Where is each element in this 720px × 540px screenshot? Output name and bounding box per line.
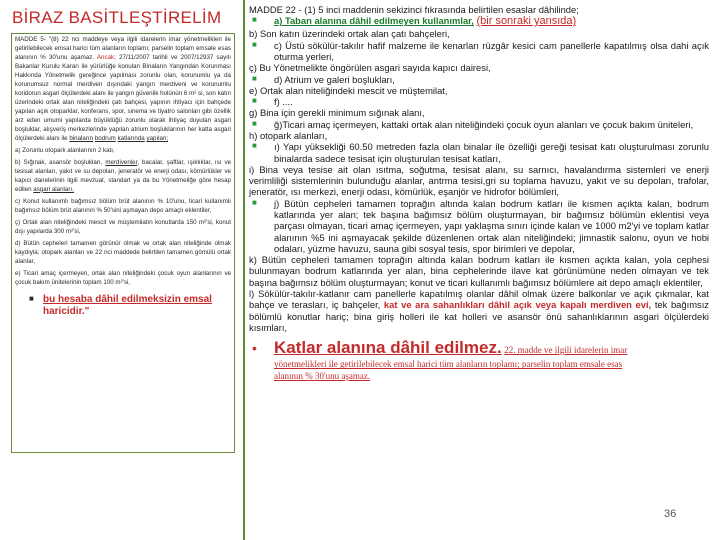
left-text-box [11,33,235,453]
conclusion-heading: Katlar alanına dâhil edilmez. [274,338,502,358]
item-d: d) Bütün cepheleri tamamen görünür olmak ve ortak alan niteliğinde olmak kaydıyla; otopark alanları ve 22 nci maddede belirtilen tamamen gömülü ortak alanlar, [15,239,231,265]
bullet-icon: ■ [252,96,257,106]
right-column [249,4,709,382]
item-h: h) otopark alanları, [249,130,328,141]
left-conclusion-bullet [15,294,231,318]
item-c: c) Konut kullanımlı bağımsız bölüm brüt alanının % 10'unu, ticari kullanımlı bağımsız bölüm brüt alanının % 50'sini aşmayan depo amaçlı eklentiler, [15,197,231,214]
bullet-icon: ■ [29,293,34,303]
item-j-bullet: ■ j) Bütün cepheleri tamamen toprağın altında kalan bodrum katları ile kısmen açıkta kalan, bodrum katlarında yer alan; tek başına bağımsız bölüm oluşturmayan, bir bağımsız bölümün eklentisi veya parçası olmayan, ticari amaç içermeyen, yapı yaklaşma sınırı içinde kalan ve 1000 m2'yi ve toplam katlar alanının %5 ini aşmayacak şekilde düzenlenen ortak alan niteliğindeki; jimnastik salonu, oyun ve hobi odaları, yüzme havuzu, sauna gibi sosyal tesis, spor birimleri ve depolar, [249,198,709,254]
item-l: l) Sökülür-takılır-katlanır cam panellerle kapatılmış olanlar dâhil olmak üzere balkonlar ve açık çıkmalar, kat bahçe ve terasları, iç bahçeler, kat ve ara sahanlıkları dâhil açık veya kapalı merdiven evi, tek bağımsız bölümlü konutlar hariç; bina giriş holleri ile kat holleri ve asansör önü sahanlıklarının asgari ölçülerdeki kısımları, [249,287,709,333]
bullet-icon: ■ [252,141,257,151]
conclusion-bullet: • Katlar alanına dâhil edilmez. 22. madde ve ilgili idarelerin imar yönetmelikleri ile getirilebilecek emsal harici tüm alanların toplamı; parselin toplam emsale esas alanının % 30'unu aşamaz. [249,338,709,382]
bullet-icon: ■ [252,118,257,128]
bullet-icon: ■ [252,197,257,207]
left-conclusion-text: bu hesaba dâhil edilmeksizin emsal haricidir." [43,293,212,317]
item-c-cedilla: ç) Bu Yönetmelikte öngörülen asgari sayıda kapıcı dairesi, [249,62,491,74]
item-c2: ç) Ortak alan niteliğindeki mescit ve müştemilatın konutlarda 150 m²'si, konut dışı yapılarda 300 m²'si, [15,218,231,235]
item-k: k) Bütün cepheleri tamamen toprağın altında kalan bodrum katları ile kısmen açıkta kalan, yola cephesi bulunmayan bodrum katlarında yer alan, bina cephelerinde ilave kat görünümüne neden olmayan ve tek başına bağımsız bölüm oluşturmayan; konut ve ticari kullanımlı bağımsız bölümlere ait depo amaçlı eklentiler, [249,254,709,288]
item-g-breve-bullet: ■ ğ)Ticari amaç içermeyen, kattaki ortak alan niteliğindeki çocuk oyun alanları ve çocuk bakım üniteleri, [249,119,709,130]
item-i-dotless-bullet: ■ ı) Yapı yüksekliği 60.50 metreden fazla olan binalar ile özelliği gereği tesisat katı oluşturulması zorunlu binalarda sadece tesisat için oluşturulan tesisat katları, [249,141,709,164]
column-divider [243,0,245,540]
item-c-bullet: ■ c) Üstü sökülür-takılır hafif malzeme ile kenarları rüzgâr kesici cam panellerle kapatılmış olsa dahi açık oturma yerleri, [249,40,709,63]
item-i: i) Bina veya tesise ait olan ısıtma, soğutma, tesisat alanı, su sarnıcı, havalandırma sistemleri ve enerji verimliliği sistemlerinin bulunduğu alanlar, antrma tesisi,gri su toplama havuzu, yakıt ve su depoları, trafolar, jeneratör, ısı merkezi, enerji odası, kömürlük, eşanjör ve hidrofor bölümleri, [249,163,709,198]
item-g: g) Bina için gerekli minimum sığınak alanı, [249,107,425,119]
slide-title: BİRAZ BASİTLEŞTİRELİM [12,8,222,27]
item-e: e) Ortak alan niteliğindeki mescit ve müştemilat, [249,84,448,96]
item-f-bullet: ■ f) .... [249,96,709,107]
page-number: 36 [664,508,677,520]
item-d-bullet: ■ d) Atrium ve galeri boşlukları, [249,74,709,85]
bullet-icon: • [252,340,257,357]
item-a: a) Zorunlu otopark alanlarının 2 katı, [15,146,115,154]
madde22-header: MADDE 22 - (1) 5 inci maddenin sekizinci fıkrasında belirtilen esaslar dâhilinde; [249,4,579,15]
item-e: e) Ticari amaç içermeyen, ortak alan niteliğindeki çocuk oyun alanlarının ve çocuk bakım ünitelerinin toplam 100 m²'si, [15,269,231,286]
item-b: b) Son katın üzerindeki ortak alan çatı bahçeleri, [249,28,450,40]
bullet-icon: ■ [252,73,257,83]
bullet-icon: ■ [252,39,257,49]
item-b: b) Sığınak, asansör boşlukları, merdivenler, bacalar, şaftlar, ışıklıklar, ısı ve tesisat alanları, yakıt ve su depoları, jeneratör ve enerji odası, kömürlükler ve kapıcı dairelerinin ilgili mevzuat, standart ya da bu Yönetmeliğe göre hesap edilen asgari alanları, [15,158,231,193]
bullet-icon: ■ [252,15,257,25]
item-a-bullet: ■ a) Taban alanına dâhil edilmeyen kullanımlar, (bir sonraki yansıda) [249,15,709,28]
madde5-paragraph: MADDE 5- "(8) 22 nci maddeye veya ilgili idarelerin imar yönetmelikleri ile getirilebilecek emsal harici tüm alanların toplamı; parselin toplam emsale esas alanının % 30'unu aşamaz. Ancak; 27/11/2007 tarihli ve 2007/12937 sayılı Bakanlar Kurulu Kararı ile yürürlüğe konulan Binaların Yangından Korunması Hakkında Yönetmelik gereğince yapılması zorunlu olan, korunumlu ya da korunumsuz normal merdiven dışındaki yangın merdiveni ve korunumlu koridorun asgari ölçülerdeki alanı ile yangın güvenlik holünün 6 m² si, son katın üzerindeki ortak alan niteliğindeki çatı bahçesi, yapının ihtiyacı için bahçede yapılan açık otoparklar, konferans, spor, sinema ve tiyatro salonları gibi özellik arz eden umumi yapılarda büyüklüğü zorunlu olarak ihtiyaç duyulan asgari boşluklar, alışveriş merkezlerinde yapılan atrium boşluklarının her katta asgari ölçülerdeki alanı ile binaların bodrum katlarında yapılan; [15,36,231,142]
